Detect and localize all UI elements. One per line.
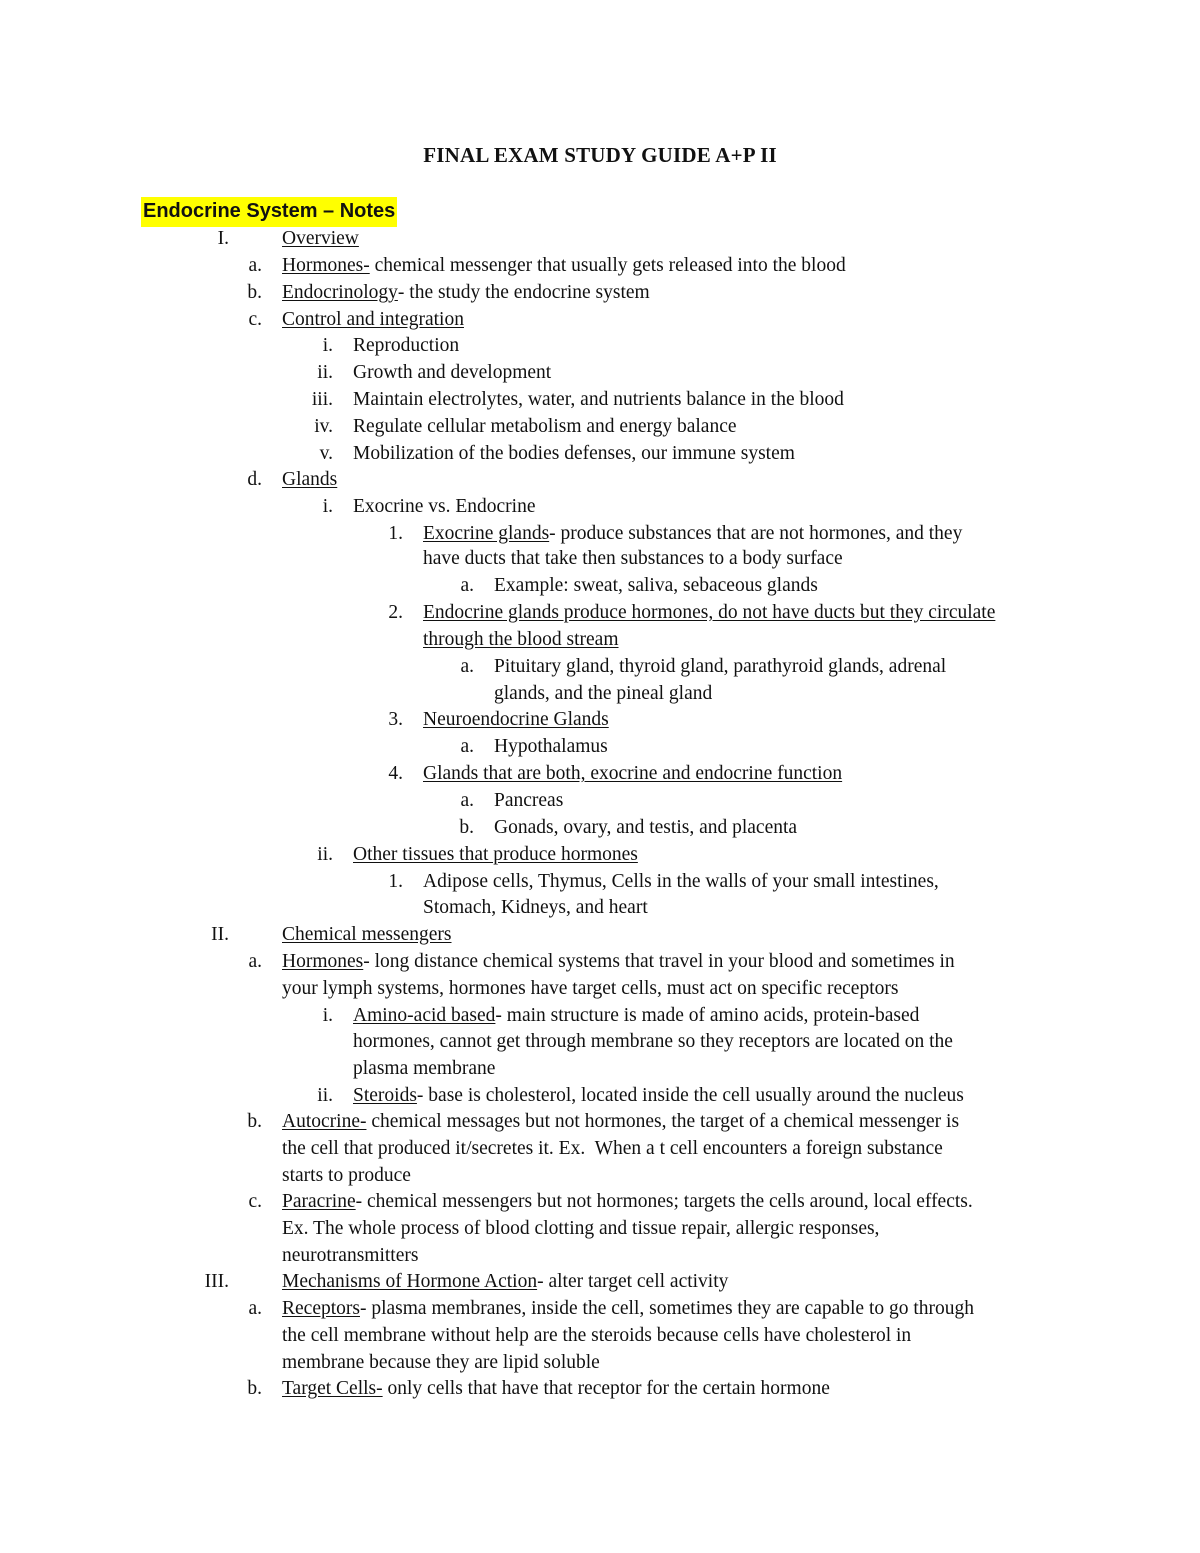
outline-text bbox=[282, 306, 464, 333]
body-text: chemical messenger that usually gets released into the blood bbox=[369, 255, 846, 276]
body-text: Stomach, Kidneys, and heart bbox=[423, 897, 648, 918]
outline-text bbox=[494, 814, 797, 841]
outline-text bbox=[282, 1135, 943, 1162]
outline-text bbox=[494, 653, 946, 680]
outline-marker: 1. bbox=[388, 523, 403, 544]
underlined-term: Steroids bbox=[353, 1085, 417, 1106]
outline-marker: a. bbox=[248, 951, 262, 972]
outline-text bbox=[423, 626, 619, 653]
outline-line bbox=[0, 894, 1200, 921]
outline-line bbox=[0, 921, 1200, 948]
outline-line bbox=[0, 1322, 1200, 1349]
outline-line bbox=[0, 787, 1200, 814]
underlined-term: Autocrine- bbox=[282, 1111, 367, 1132]
outline-text bbox=[353, 1055, 495, 1082]
body-text: Mobilization of the bodies defenses, our immune system bbox=[353, 443, 795, 464]
outline-marker: a. bbox=[460, 736, 474, 757]
outline-line bbox=[0, 225, 1200, 252]
document-title: FINAL EXAM STUDY GUIDE A+P II bbox=[423, 143, 777, 167]
underlined-term: Endocrinology bbox=[282, 282, 398, 303]
outline-marker: b. bbox=[247, 1111, 262, 1132]
outline-text bbox=[282, 1162, 411, 1189]
outline-marker: III. bbox=[204, 1271, 229, 1292]
outline-text bbox=[353, 1002, 919, 1029]
body-text: Pituitary gland, thyroid gland, parathyroid glands, adrenal bbox=[494, 656, 947, 677]
outline-text bbox=[423, 760, 842, 787]
outline-line bbox=[0, 975, 1200, 1002]
outline-text bbox=[353, 413, 737, 440]
body-text: your lymph systems, hormones have target cells, must act on specific receptors bbox=[282, 978, 899, 999]
outline-text bbox=[353, 1082, 964, 1109]
outline-text bbox=[494, 787, 563, 814]
outline-text bbox=[353, 493, 535, 520]
outline-line bbox=[0, 1242, 1200, 1269]
underlined-term: Endocrine glands produce hormones, do not have ducts but they circulate bbox=[423, 602, 996, 623]
body-text: Pancreas bbox=[494, 790, 564, 811]
body-text: - plasma membranes, inside the cell, sometimes they are capable to go through bbox=[359, 1298, 975, 1319]
outline-text bbox=[282, 921, 452, 948]
outline-text bbox=[282, 1188, 973, 1215]
outline-text bbox=[282, 1375, 830, 1402]
body-text: - the study the endocrine system bbox=[397, 282, 650, 303]
outline-text bbox=[282, 225, 359, 252]
outline-text bbox=[423, 599, 995, 626]
outline-text bbox=[353, 359, 551, 386]
outline-marker: i. bbox=[322, 496, 333, 517]
outline-line bbox=[0, 948, 1200, 975]
outline-line bbox=[0, 466, 1200, 493]
outline-line bbox=[0, 841, 1200, 868]
outline-text bbox=[494, 680, 712, 707]
outline-line bbox=[0, 1082, 1200, 1109]
outline-text bbox=[353, 440, 795, 467]
outline-line bbox=[0, 814, 1200, 841]
outline-line bbox=[0, 332, 1200, 359]
outline-marker: 4. bbox=[388, 763, 403, 784]
body-text: have ducts that take then substances to a body surface bbox=[423, 548, 843, 569]
outline-line bbox=[0, 386, 1200, 413]
outline-line bbox=[0, 493, 1200, 520]
underlined-term: Amino-acid based bbox=[353, 1005, 496, 1026]
body-text: only cells that have that receptor for the certain hormone bbox=[382, 1378, 830, 1399]
underlined-term: Target Cells- bbox=[282, 1378, 383, 1399]
outline-marker: 3. bbox=[388, 709, 403, 730]
outline-line bbox=[0, 733, 1200, 760]
underlined-term: Glands that are both, exocrine and endocrine function bbox=[423, 763, 843, 784]
outline-line bbox=[0, 413, 1200, 440]
outline-text bbox=[423, 545, 843, 572]
body-text: neurotransmitters bbox=[282, 1245, 419, 1266]
outline-marker: a. bbox=[248, 255, 262, 276]
outline-marker: iii. bbox=[311, 389, 333, 410]
body-text: hormones, cannot get through membrane so they receptors are located on the bbox=[353, 1031, 953, 1052]
outline-text bbox=[282, 1322, 911, 1349]
outline-line bbox=[0, 545, 1200, 572]
outline-line bbox=[0, 1268, 1200, 1295]
outline-text bbox=[282, 279, 650, 306]
outline-marker: iv. bbox=[314, 416, 333, 437]
body-text: Adipose cells, Thymus, Cells in the walls of your small intestines, bbox=[423, 871, 939, 892]
body-text: - main structure is made of amino acids, protein-based bbox=[495, 1005, 920, 1026]
outline-marker: c. bbox=[248, 309, 262, 330]
outline-marker: b. bbox=[247, 282, 262, 303]
outline-marker: i. bbox=[322, 1005, 333, 1026]
outline-marker: c. bbox=[248, 1191, 262, 1212]
outline-text bbox=[282, 948, 955, 975]
outline-line bbox=[0, 653, 1200, 680]
underlined-term: Control and integration bbox=[282, 309, 464, 330]
outline-marker: I. bbox=[217, 228, 229, 249]
outline-marker: b. bbox=[247, 1378, 262, 1399]
outline-text bbox=[353, 332, 459, 359]
outline-line bbox=[0, 868, 1200, 895]
outline-marker: 2. bbox=[388, 602, 403, 623]
outline-line bbox=[0, 1215, 1200, 1242]
body-text: - base is cholesterol, located inside the cell usually around the nucleus bbox=[416, 1085, 964, 1106]
outline-line bbox=[0, 1055, 1200, 1082]
outline-text bbox=[423, 894, 648, 921]
underlined-term: Hormones bbox=[282, 951, 364, 972]
underlined-term: through the blood stream bbox=[423, 629, 619, 650]
body-text: - alter target cell activity bbox=[537, 1271, 729, 1292]
outline-text bbox=[282, 975, 898, 1002]
outline-line bbox=[0, 440, 1200, 467]
body-text: starts to produce bbox=[282, 1165, 411, 1186]
outline-text bbox=[282, 1108, 959, 1135]
outline-line bbox=[0, 1002, 1200, 1029]
outline-line bbox=[0, 252, 1200, 279]
outline-line bbox=[0, 306, 1200, 333]
outline-marker: b. bbox=[459, 817, 474, 838]
outline-marker: a. bbox=[460, 790, 474, 811]
outline-line bbox=[0, 359, 1200, 386]
body-text: Gonads, ovary, and testis, and placenta bbox=[494, 817, 798, 838]
outline-line bbox=[0, 1349, 1200, 1376]
underlined-term: Chemical messengers bbox=[282, 924, 452, 945]
body-text: - produce substances that are not hormones, and they bbox=[549, 523, 963, 544]
outline-text bbox=[282, 1349, 600, 1376]
outline-line bbox=[0, 706, 1200, 733]
body-text: Exocrine vs. Endocrine bbox=[353, 496, 536, 517]
outline-text bbox=[423, 706, 609, 733]
outline-marker: 1. bbox=[388, 871, 403, 892]
outline-text bbox=[282, 252, 846, 279]
outline-line bbox=[0, 599, 1200, 626]
outline-line bbox=[0, 279, 1200, 306]
outline-line bbox=[0, 1162, 1200, 1189]
body-text: glands, and the pineal gland bbox=[494, 683, 713, 704]
outline-marker: d. bbox=[247, 469, 262, 490]
body-text: - long distance chemical systems that travel in your blood and sometimes in bbox=[363, 951, 955, 972]
outline-text bbox=[494, 572, 818, 599]
outline-marker: II. bbox=[211, 924, 229, 945]
body-text: membrane because they are lipid soluble bbox=[282, 1352, 600, 1373]
body-text: chemical messages but not hormones, the target of a chemical messenger is bbox=[366, 1111, 960, 1132]
body-text: - chemical messengers but not hormones; targets the cells around, local effects. bbox=[355, 1191, 973, 1212]
underlined-term: Receptors bbox=[282, 1298, 360, 1319]
body-text: the cell that produced it/secretes it. Ex. When a t cell encounters a foreign substance bbox=[282, 1138, 943, 1159]
outline-text bbox=[282, 466, 337, 493]
outline-line bbox=[0, 1375, 1200, 1402]
outline-text bbox=[282, 1268, 728, 1295]
outline-marker: ii. bbox=[317, 362, 333, 383]
body-text: Growth and development bbox=[353, 362, 552, 383]
outline-line bbox=[0, 680, 1200, 707]
body-text: Reproduction bbox=[353, 335, 460, 356]
outline-line bbox=[0, 1108, 1200, 1135]
outline-text bbox=[423, 868, 939, 895]
outline-marker: v. bbox=[319, 443, 333, 464]
body-text: Regulate cellular metabolism and energy balance bbox=[353, 416, 737, 437]
outline-marker: a. bbox=[248, 1298, 262, 1319]
outline-text bbox=[353, 386, 844, 413]
outline-line bbox=[0, 760, 1200, 787]
underlined-term: Exocrine glands bbox=[423, 523, 550, 544]
body-text: Ex. The whole process of blood clotting and tissue repair, allergic responses, bbox=[282, 1218, 880, 1239]
outline-text bbox=[353, 1028, 953, 1055]
outline-text bbox=[282, 1242, 418, 1269]
outline-text bbox=[282, 1215, 879, 1242]
body-text: plasma membrane bbox=[353, 1058, 496, 1079]
outline-text bbox=[353, 841, 638, 868]
underlined-term: Paracrine bbox=[282, 1191, 356, 1212]
body-text: Example: sweat, saliva, sebaceous glands bbox=[494, 575, 818, 596]
underlined-term: Other tissues that produce hormones bbox=[353, 844, 638, 865]
outline-text bbox=[282, 1295, 974, 1322]
outline-marker: a. bbox=[460, 575, 474, 596]
body-text: Hypothalamus bbox=[494, 736, 608, 757]
underlined-term: Neuroendocrine Glands bbox=[423, 709, 609, 730]
body-text: Maintain electrolytes, water, and nutrients balance in the blood bbox=[353, 389, 844, 410]
outline-marker: ii. bbox=[317, 1085, 333, 1106]
underlined-term: Mechanisms of Hormone Action bbox=[282, 1271, 538, 1292]
underlined-term: Hormones- bbox=[282, 255, 370, 276]
outline-line bbox=[0, 1135, 1200, 1162]
outline-line bbox=[0, 1188, 1200, 1215]
outline-line bbox=[0, 572, 1200, 599]
outline-line bbox=[0, 1028, 1200, 1055]
outline-line bbox=[0, 520, 1200, 547]
outline-marker: a. bbox=[460, 656, 474, 677]
outline-line bbox=[0, 1295, 1200, 1322]
outline-text bbox=[423, 520, 962, 547]
section-heading: Endocrine System – Notes bbox=[141, 197, 397, 227]
outline-marker: i. bbox=[322, 335, 333, 356]
outline-line bbox=[0, 626, 1200, 653]
outline-marker: ii. bbox=[317, 844, 333, 865]
outline-text bbox=[494, 733, 608, 760]
underlined-term: Overview bbox=[282, 228, 359, 249]
underlined-term: Glands bbox=[282, 469, 338, 490]
body-text: the cell membrane without help are the steroids because cells have cholesterol in bbox=[282, 1325, 912, 1346]
